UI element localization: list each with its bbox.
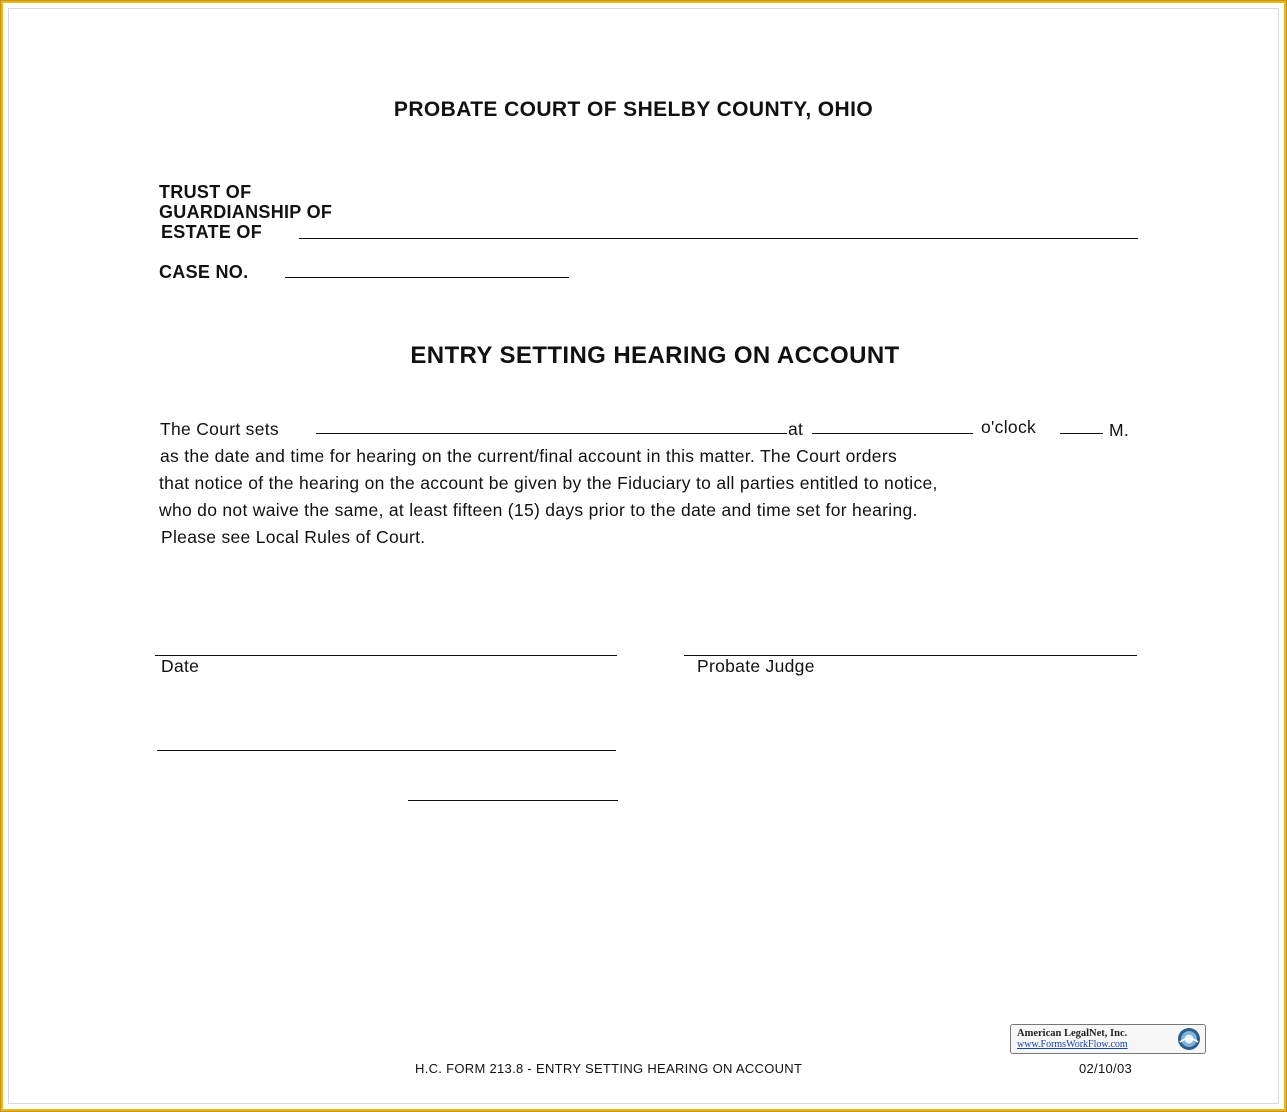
form-id-footer: H.C. FORM 213.8 - ENTRY SETTING HEARING ON ACCOUNT xyxy=(415,1061,803,1076)
court-sets-text: The Court sets xyxy=(160,419,279,439)
at-text: at xyxy=(788,419,804,439)
logo-company-name: American LegalNet, Inc. xyxy=(1017,1028,1128,1039)
am-pm-blank[interactable] xyxy=(1060,433,1103,434)
body-line-5: Please see Local Rules of Court. xyxy=(161,527,426,547)
date-label: Date xyxy=(161,656,200,676)
probate-judge-label: Probate Judge xyxy=(697,656,815,676)
form-date-footer: 02/10/03 xyxy=(1079,1061,1133,1076)
caption-guardianship-of: GUARDIANSHIP OF xyxy=(159,202,333,222)
case-number-blank[interactable] xyxy=(285,277,569,278)
form-title: ENTRY SETTING HEARING ON ACCOUNT xyxy=(410,342,900,369)
hearing-date-blank[interactable] xyxy=(316,433,787,434)
meridiem-text: M. xyxy=(1109,420,1130,440)
page-inner-border xyxy=(8,8,1279,1104)
body-line-4: who do not waive the same, at least fifteen (15) days prior to the date and time set for hearing. xyxy=(159,500,918,520)
globe-icon xyxy=(1177,1027,1201,1051)
caption-trust-of: TRUST OF xyxy=(159,182,252,202)
american-legalnet-logo[interactable] xyxy=(1010,1024,1206,1054)
court-title: PROBATE COURT OF SHELBY COUNTY, OHIO xyxy=(393,98,874,121)
body-line-3: that notice of the hearing on the account be given by the Fiduciary to all parties entitled to notice, xyxy=(159,473,938,493)
hearing-time-blank[interactable] xyxy=(812,433,973,434)
date-signature-line[interactable] xyxy=(155,655,617,656)
caption-estate-of: ESTATE OF xyxy=(161,222,263,242)
body-line-2: as the date and time for hearing on the current/final account in this matter. The Court orders xyxy=(160,446,898,466)
blank-line-2[interactable] xyxy=(408,800,618,801)
estate-name-blank[interactable] xyxy=(299,238,1138,239)
blank-line-1[interactable] xyxy=(157,750,616,751)
oclock-text: o'clock xyxy=(981,417,1037,437)
case-number-label: CASE NO. xyxy=(159,262,249,282)
logo-website-link[interactable]: www.FormsWorkFlow.com xyxy=(1017,1039,1128,1050)
